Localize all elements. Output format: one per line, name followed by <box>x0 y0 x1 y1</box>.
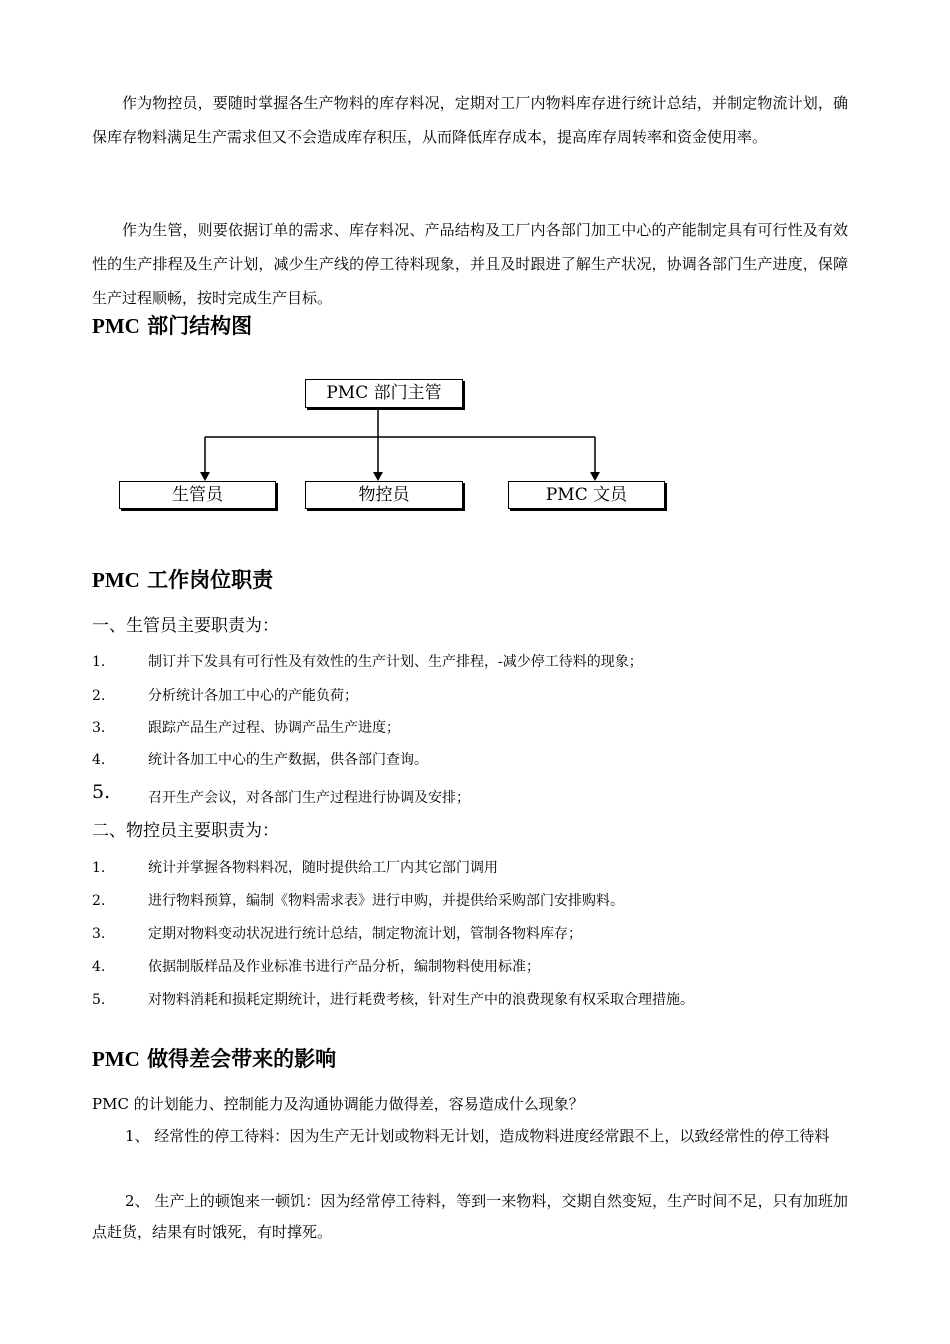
impact-item-1: 1、 经常性的停工待料：因为生产无计划或物料无计划，造成物料进度经常跟不上，以致经常性的停工待料 <box>125 1127 830 1145</box>
list-text: 制订并下发具有可行性及有效性的生产计划、生产排程，-减少停工待料的现象； <box>148 654 643 670</box>
list-number: 1. <box>92 860 106 876</box>
heading-title: 部门结构图 <box>147 313 253 338</box>
impact-item-2: 2、 生产上的顿饱来一顿饥：因为经常停工待料，等到一来物料，交期自然变短，生产时间不足，只有加班加点赶货，结果有时饿死，有时撑死。 <box>92 1192 848 1241</box>
list-number: 3. <box>92 720 106 736</box>
list-number: 4. <box>92 752 106 768</box>
list-text: 跟踪产品生产过程、协调产品生产进度； <box>148 720 400 736</box>
list-text: 分析统计各加工中心的产能负荷； <box>148 688 358 704</box>
list-text: 统计各加工中心的生产数据，供各部门查询。 <box>148 752 428 768</box>
heading-prefix: PMC <box>92 1047 140 1071</box>
intro-paragraph-2: 作为生管，则要依据订单的需求、库存料况、产品结构及工厂内各部门加工中心的产能制定具有可行性及有效性的生产排程及生产计划，减少生产线的停工待料现象，并且及时跟进了解生产状况，协调各部门生产进度，保障生产过程顺畅，按时完成生产目标。 <box>92 221 848 307</box>
section-heading-duties <box>92 566 273 594</box>
list-number: 2. <box>92 688 106 704</box>
list-text: 统计并掌握各物料料况，随时提供给工厂内其它部门调用 <box>148 860 498 876</box>
list-number: 1. <box>92 654 106 670</box>
list-number: 5. <box>92 992 106 1008</box>
list-text: 对物料消耗和损耗定期统计，进行耗费考核，针对生产中的浪费现象有权采取合理措施。 <box>148 992 694 1008</box>
list-number: 5. <box>92 781 111 803</box>
org-node-pmc-manager: PMC 部门主管 <box>305 379 463 408</box>
heading-prefix: PMC <box>92 568 140 592</box>
org-node-material-controller: 物控员 <box>305 481 463 509</box>
intro-paragraph-1: 作为物控员，要随时掌握各生产物料的库存料况，定期对工厂内物料库存进行统计总结，并制定物流计划，确保库存物料满足生产需求但又不会造成库存积压，从而降低库存成本，提高库存周转率和资金使用率。 <box>92 94 848 146</box>
subheading-production-controller: 一、生管员主要职责为： <box>92 616 279 636</box>
impact-question: PMC 的计划能力、控制能力及沟通协调能力做得差，容易造成什么现象？ <box>92 1095 584 1113</box>
heading-prefix: PMC <box>92 314 140 338</box>
list-text: 依据制版样品及作业标准书进行产品分析，编制物料使用标准； <box>148 959 540 975</box>
org-node-pmc-clerk: PMC 文员 <box>508 481 665 509</box>
list-number: 2. <box>92 893 106 909</box>
list-text: 进行物料预算，编制《物料需求表》进行申购，并提供给采购部门安排购料。 <box>148 893 624 909</box>
org-node-production-controller: 生管员 <box>119 481 276 509</box>
list-text: 召开生产会议，对各部门生产过程进行协调及安排； <box>148 790 470 806</box>
list-number: 3. <box>92 926 106 942</box>
heading-title: 做得差会带来的影响 <box>147 1046 337 1071</box>
list-text: 定期对物料变动状况进行统计总结，制定物流计划，管制各物料库存； <box>148 926 582 942</box>
list-number: 4. <box>92 959 106 975</box>
subheading-material-controller: 二、物控员主要职责为： <box>92 821 279 841</box>
heading-title: 工作岗位职责 <box>147 567 274 592</box>
section-heading-impact <box>92 1045 336 1073</box>
